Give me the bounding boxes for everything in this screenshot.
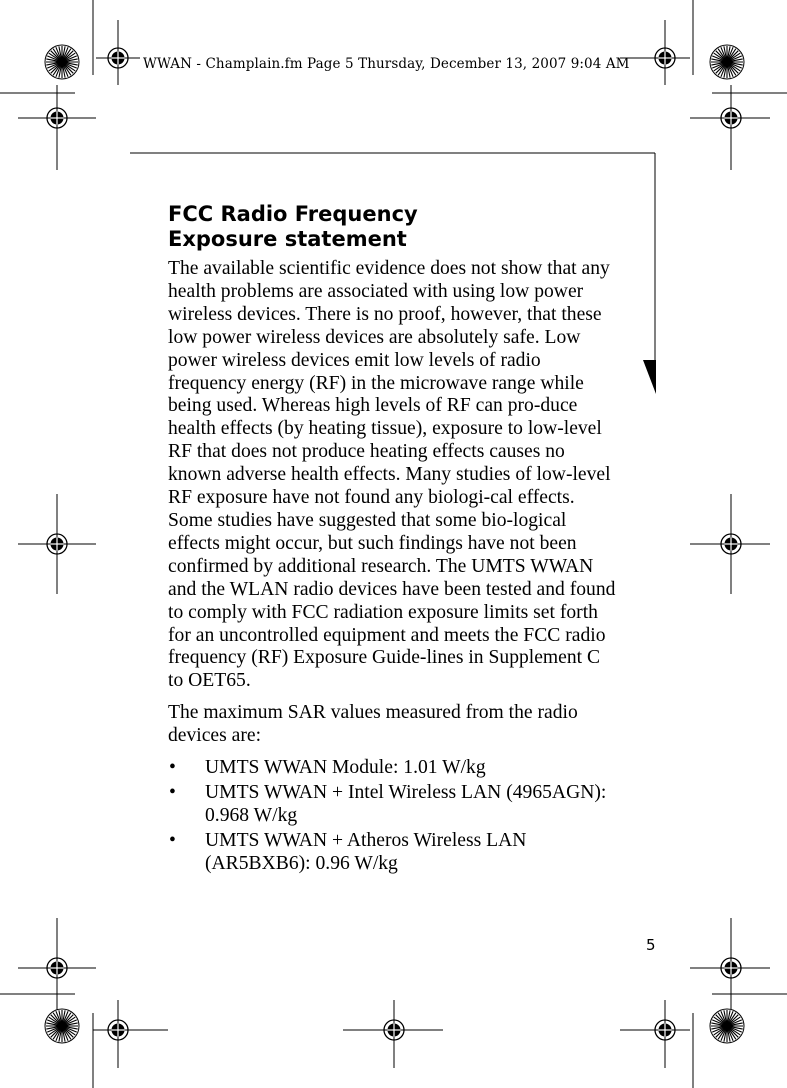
list-item <box>168 757 620 780</box>
file-slug: WWAN - Champlain.fm Page 5 Thursday, December 13, 2007 9:04 AM <box>143 56 630 72</box>
page-number: 5 <box>646 936 656 954</box>
bullet-icon: • <box>169 757 176 779</box>
list-item <box>168 782 620 828</box>
section-heading <box>168 202 418 252</box>
paragraph-exposure: The available scientific evidence does not show that any health problems are associated with using low power wireless devices. There is no proof, however, that these low power wireless devices are absolutely safe. Low power wireless devices emit low levels of radio frequency energy (RF) in the microwave range while being used. Whereas high levels of RF can pro-duce health effects (by heating tissue), exposure to low-level RF that does not produce heating effects causes no known adverse health effects. Many studies of low-level RF exposure have not found any biologi-cal effects. Some studies have suggested that some bio-logical effects might occur, but such findings have not been confirmed by additional research. The UMTS WWAN and the WLAN radio devices have been tested and found to comply with FCC radiation exposure limits set forth for an uncontrolled equipment and meets the FCC radio frequency (RF) Exposure Guide-lines in Supplement C to OET65. <box>168 258 616 692</box>
body-text <box>168 258 620 878</box>
bullet-icon: • <box>169 829 176 851</box>
heading-line-2: Exposure statement <box>168 227 407 251</box>
bullet-icon: • <box>169 781 176 803</box>
list-item <box>168 830 620 876</box>
list-item-text: UMTS WWAN Module: 1.01 W/kg <box>205 757 486 779</box>
list-item-text: UMTS WWAN + Intel Wireless LAN (4965AGN): 0.968 W/kg <box>205 781 607 826</box>
heading-line-1: FCC Radio Frequency <box>168 202 418 226</box>
paragraph-sar-intro: The maximum SAR values measured from the radio devices are: <box>168 702 578 747</box>
sar-values-list <box>168 757 620 876</box>
list-item-text: UMTS WWAN + Atheros Wireless LAN (AR5BXB6): 0.96 W/kg <box>205 829 527 874</box>
